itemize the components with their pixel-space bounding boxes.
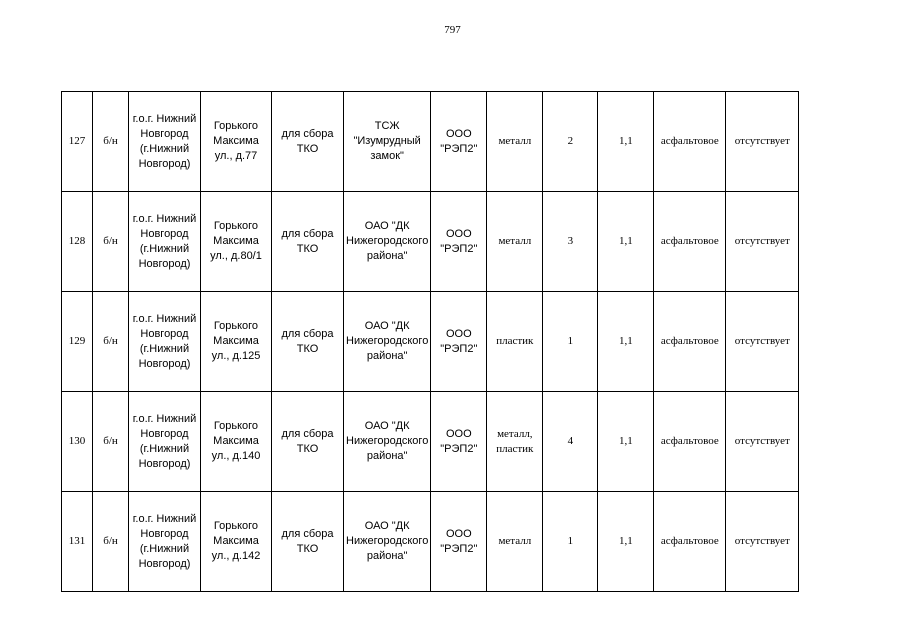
cell-surface: асфальтовое bbox=[654, 192, 726, 292]
cell-material: металл bbox=[487, 192, 543, 292]
cell-fence: отсутствует bbox=[726, 492, 799, 592]
cell-settlement: г.о.г. Нижний Новгород (г.Нижний Новгород) bbox=[129, 292, 201, 392]
cell-address: Горького Максима ул., д.140 bbox=[201, 392, 272, 492]
cell-address: Горького Максима ул., д.125 bbox=[201, 292, 272, 392]
registry-table bbox=[61, 91, 799, 592]
cell-address: Горького Максима ул., д.80/1 bbox=[201, 192, 272, 292]
cell-fence: отсутствует bbox=[726, 292, 799, 392]
cell-count: 2 bbox=[543, 92, 598, 192]
cell-owner: ОАО "ДК Нижегородского района" bbox=[344, 292, 431, 392]
cell-fence: отсутствует bbox=[726, 192, 799, 292]
cell-surface: асфальтовое bbox=[654, 92, 726, 192]
cell-count: 4 bbox=[543, 392, 598, 492]
cell-purpose: для сбора ТКО bbox=[272, 92, 344, 192]
cell-operator: ООО "РЭП2" bbox=[431, 292, 487, 392]
cell-operator: ООО "РЭП2" bbox=[431, 392, 487, 492]
table-row bbox=[62, 492, 799, 592]
cell-number: 128 bbox=[62, 192, 93, 292]
cell-material: металл bbox=[487, 492, 543, 592]
table-row bbox=[62, 292, 799, 392]
cell-fence: отсутствует bbox=[726, 392, 799, 492]
cell-operator: ООО "РЭП2" bbox=[431, 492, 487, 592]
cell-volume: 1,1 bbox=[598, 92, 654, 192]
table-row bbox=[62, 192, 799, 292]
cell-purpose: для сбора ТКО bbox=[272, 392, 344, 492]
table-row bbox=[62, 92, 799, 192]
cell-surface: асфальтовое bbox=[654, 492, 726, 592]
cell-material: металл, пластик bbox=[487, 392, 543, 492]
cell-surface: асфальтовое bbox=[654, 392, 726, 492]
cell-owner: ТСЖ "Изумрудный замок" bbox=[344, 92, 431, 192]
cell-volume: 1,1 bbox=[598, 492, 654, 592]
cell-operator: ООО "РЭП2" bbox=[431, 192, 487, 292]
page-number: 797 bbox=[444, 24, 461, 36]
cell-settlement: г.о.г. Нижний Новгород (г.Нижний Новгород) bbox=[129, 92, 201, 192]
cell-bn: б/н bbox=[93, 192, 129, 292]
cell-settlement: г.о.г. Нижний Новгород (г.Нижний Новгород) bbox=[129, 492, 201, 592]
cell-address: Горького Максима ул., д.142 bbox=[201, 492, 272, 592]
cell-count: 1 bbox=[543, 492, 598, 592]
cell-volume: 1,1 bbox=[598, 192, 654, 292]
cell-settlement: г.о.г. Нижний Новгород (г.Нижний Новгород) bbox=[129, 392, 201, 492]
cell-settlement: г.о.г. Нижний Новгород (г.Нижний Новгород) bbox=[129, 192, 201, 292]
table-row bbox=[62, 392, 799, 492]
cell-address: Горького Максима ул., д.77 bbox=[201, 92, 272, 192]
cell-purpose: для сбора ТКО bbox=[272, 492, 344, 592]
cell-owner: ОАО "ДК Нижегородского района" bbox=[344, 392, 431, 492]
cell-operator: ООО "РЭП2" bbox=[431, 92, 487, 192]
cell-bn: б/н bbox=[93, 392, 129, 492]
cell-number: 129 bbox=[62, 292, 93, 392]
cell-bn: б/н bbox=[93, 92, 129, 192]
cell-number: 131 bbox=[62, 492, 93, 592]
cell-count: 1 bbox=[543, 292, 598, 392]
cell-owner: ОАО "ДК Нижегородского района" bbox=[344, 192, 431, 292]
cell-purpose: для сбора ТКО bbox=[272, 192, 344, 292]
cell-number: 130 bbox=[62, 392, 93, 492]
cell-material: пластик bbox=[487, 292, 543, 392]
cell-count: 3 bbox=[543, 192, 598, 292]
cell-surface: асфальтовое bbox=[654, 292, 726, 392]
cell-fence: отсутствует bbox=[726, 92, 799, 192]
cell-bn: б/н bbox=[93, 492, 129, 592]
cell-purpose: для сбора ТКО bbox=[272, 292, 344, 392]
cell-owner: ОАО "ДК Нижегородского района" bbox=[344, 492, 431, 592]
cell-material: металл bbox=[487, 92, 543, 192]
cell-volume: 1,1 bbox=[598, 392, 654, 492]
cell-number: 127 bbox=[62, 92, 93, 192]
cell-bn: б/н bbox=[93, 292, 129, 392]
cell-volume: 1,1 bbox=[598, 292, 654, 392]
